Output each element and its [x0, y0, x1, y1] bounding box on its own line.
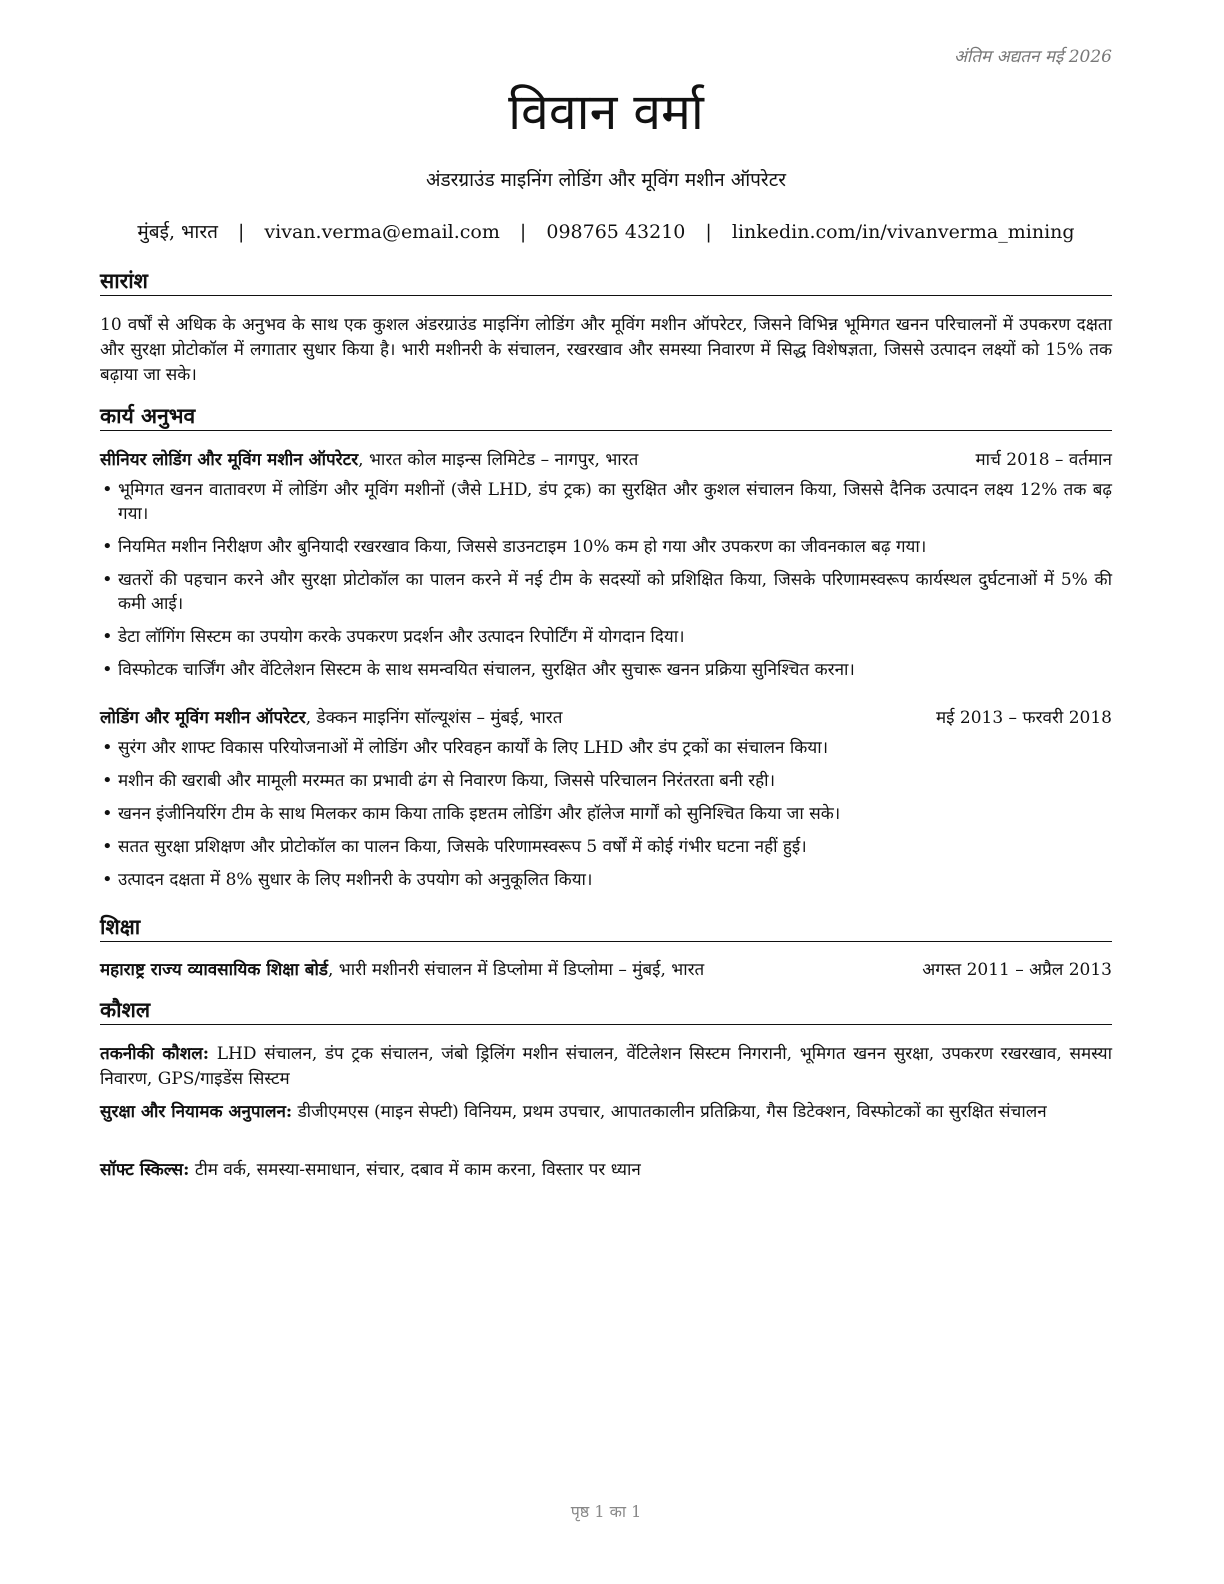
list-item: • उत्पादन दक्षता में 8% सुधार के लिए मशीनरी के उपयोग को अनुकूलित किया। — [100, 868, 1112, 892]
skill-group-text: टीम वर्क, समस्या-समाधान, संचार, दबाव में काम करना, विस्तार पर ध्यान — [189, 1160, 641, 1180]
education-heading: शिक्षा — [100, 914, 1112, 942]
skill-group-technical — [100, 1042, 1112, 1092]
contact-separator: | — [237, 221, 245, 243]
contact-line — [100, 218, 1112, 244]
contact-phone: 098765 43210 — [546, 221, 686, 243]
contact-linkedin[interactable]: linkedin.com/in/vivanverma_mining — [731, 221, 1075, 243]
job-org: , डेक्कन माइनिंग सॉल्यूशंस – मुंबई, भारत — [305, 708, 563, 728]
list-item: • नियमित मशीन निरीक्षण और बुनियादी रखरखाव किया, जिससे डाउनटाइम 10% कम हो गया और उपकरण का जीवनकाल बढ़ गया। — [100, 535, 1112, 559]
contact-separator: | — [519, 221, 527, 243]
skill-group-label: सॉफ्ट स्किल्स: — [100, 1160, 190, 1180]
skill-group-text: LHD संचालन, डंप ट्रक संचालन, जंबो ड्रिलिंग मशीन संचालन, वेंटिलेशन सिस्टम निगरानी, भूमिगत खनन सुरक्षा, उपकरण रखरखाव, समस्या निवारण, GPS/गाइडेंस सिस्टम — [100, 1044, 1112, 1089]
resume-page — [100, 0, 1112, 1584]
experience-heading: कार्य अनुभव — [100, 403, 1112, 431]
job-dates: मार्च 2018 – वर्तमान — [975, 450, 1112, 470]
list-item: • सुरंग और शाफ्ट विकास परियोजनाओं में लोडिंग और परिवहन कार्यों के लिए LHD और डंप ट्रकों का संचालन किया। — [100, 736, 1112, 760]
candidate-headline: अंडरग्राउंड माइनिंग लोडिंग और मूविंग मशीन ऑपरेटर — [425, 169, 787, 191]
skill-group-label: सुरक्षा और नियामक अनुपालन: — [100, 1102, 293, 1122]
summary-heading: सारांश — [100, 268, 1112, 296]
job-bullets — [100, 478, 1112, 691]
candidate-name: विवान वर्मा — [508, 83, 704, 141]
list-item: • सतत सुरक्षा प्रशिक्षण और प्रोटोकॉल का पालन किया, जिसके परिणामस्वरूप 5 वर्षों में कोई गंभीर घटना नहीं हुई। — [100, 835, 1112, 859]
list-item: • भूमिगत खनन वातावरण में लोडिंग और मूविंग मशीनों (जैसे LHD, डंप ट्रक) का सुरक्षित और कुशल संचालन किया, जिससे दैनिक उत्पादन लक्ष्य 12% तक बढ़ गया। — [100, 478, 1112, 526]
education-entry — [100, 958, 1112, 983]
skill-group-soft — [100, 1158, 1112, 1183]
list-item: • विस्फोटक चार्जिंग और वेंटिलेशन सिस्टम के साथ समन्वयित संचालन, सुरक्षित और सुचारू खनन प्रक्रिया सुनिश्चित करना। — [100, 658, 1112, 682]
page-number: पृष्ठ 1 का 1 — [570, 1502, 642, 1521]
education-detail: , भारी मशीनरी संचालन में डिप्लोमा में डिप्लोमा – मुंबई, भारत — [328, 960, 705, 980]
job-bullets — [100, 736, 1112, 901]
job-title: सीनियर लोडिंग और मूविंग मशीन ऑपरेटर — [100, 450, 359, 470]
skill-group-label: तकनीकी कौशल: — [100, 1044, 210, 1064]
summary-text: 10 वर्षों से अधिक के अनुभव के साथ एक कुशल अंडरग्राउंड माइनिंग लोडिंग और मूविंग मशीन ऑपरेटर, जिसने विभिन्न भूमिगत खनन परिचालनों में उपकरण दक्षता और सुरक्षा प्रोटोकॉल में लगातार सुधार किया है। भारी मशीनरी के संचालन, रखरखाव और समस्या निवारण में सिद्ध विशेषज्ञता, जिससे उत्पादन लक्ष्यों को 15% तक बढ़ाया जा सके। — [100, 315, 1112, 385]
last-updated: अंतिम अद्यतन मई 2026 — [953, 47, 1112, 67]
skill-group-safety — [100, 1100, 1112, 1125]
job-dates: मई 2013 – फरवरी 2018 — [935, 708, 1112, 728]
list-item: • मशीन की खराबी और मामूली मरम्मत का प्रभावी ढंग से निवारण किया, जिससे परिचालन निरंतरता बनी रही। — [100, 769, 1112, 793]
contact-location: मुंबई, भारत — [137, 221, 218, 243]
list-item: • डेटा लॉगिंग सिस्टम का उपयोग करके उपकरण प्रदर्शन और उत्पादन रिपोर्टिंग में योगदान दिया। — [100, 625, 1112, 649]
contact-separator: | — [705, 221, 712, 243]
contact-email[interactable]: vivan.verma@email.com — [264, 221, 500, 243]
list-item: • खनन इंजीनियरिंग टीम के साथ मिलकर काम किया ताकि इष्टतम लोडिंग और हॉलेज मार्गों को सुनिश्चित किया जा सके। — [100, 802, 1112, 826]
job-org: , भारत कोल माइन्स लिमिटेड – नागपुर, भारत — [358, 450, 639, 470]
job-header — [100, 448, 1112, 473]
education-dates: अगस्त 2011 – अप्रैल 2013 — [922, 960, 1112, 980]
job-header — [100, 706, 1112, 731]
skill-group-text: डीजीएमएस (माइन सेफ्टी) विनियम, प्रथम उपचार, आपातकालीन प्रतिक्रिया, गैस डिटेक्शन, विस्फोटकों का सुरक्षित संचालन — [292, 1102, 1047, 1122]
education-institution: महाराष्ट्र राज्य व्यावसायिक शिक्षा बोर्ड — [100, 960, 328, 980]
list-item: • खतरों की पहचान करने और सुरक्षा प्रोटोकॉल का पालन करने में नई टीम के सदस्यों को प्रशिक्षित किया, जिसके परिणामस्वरूप कार्यस्थल दुर्घटनाओं में 5% की कमी आई। — [100, 568, 1112, 616]
job-title: लोडिंग और मूविंग मशीन ऑपरेटर — [100, 708, 306, 728]
skills-heading: कौशल — [100, 997, 1112, 1025]
